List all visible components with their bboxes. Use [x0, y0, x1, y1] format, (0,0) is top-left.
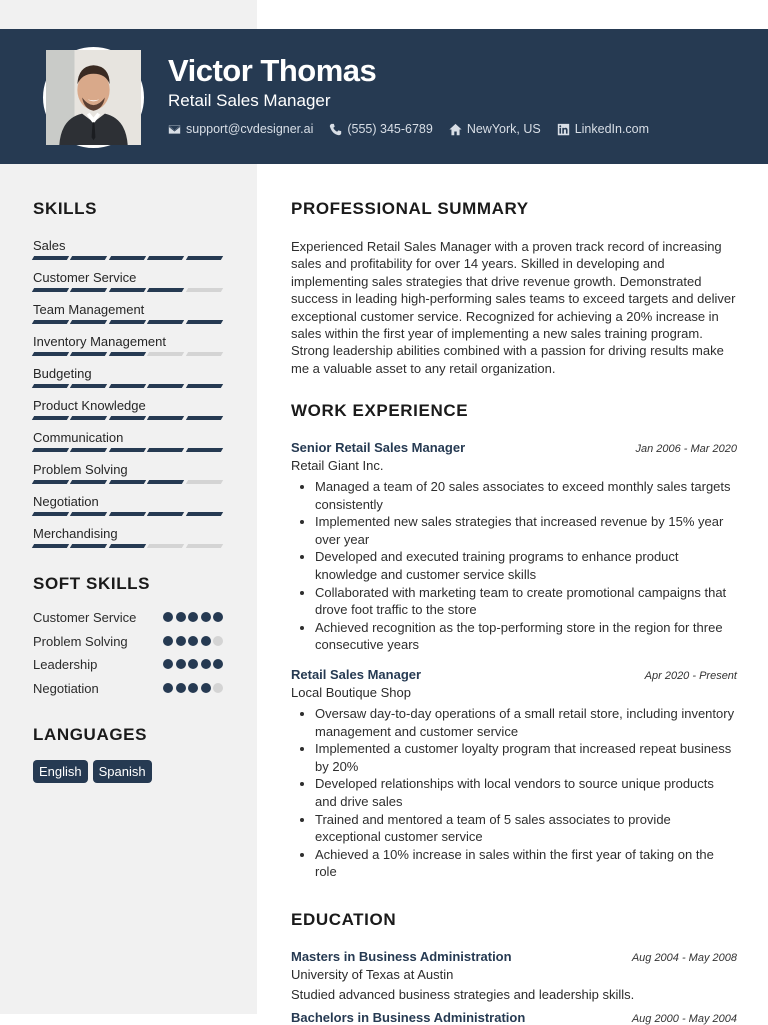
skill-label: Negotiation	[33, 494, 99, 509]
skill-level-segment	[32, 480, 70, 484]
skill-level-segment	[109, 480, 147, 484]
skill-level-segment	[32, 512, 70, 516]
languages-list	[33, 760, 223, 783]
profile-photo-icon	[46, 50, 141, 145]
summary-heading: PROFESSIONAL SUMMARY	[291, 199, 529, 218]
skill-level-segment	[147, 288, 185, 292]
rating-dot	[163, 612, 173, 622]
rating-dot	[213, 659, 223, 669]
skill-level-segment	[70, 544, 108, 548]
skill-item	[33, 526, 223, 558]
skill-item	[33, 462, 223, 494]
degree-title: Masters in Business Administration	[291, 949, 512, 965]
soft-skill-item	[33, 657, 223, 674]
rating-dot	[176, 683, 186, 693]
soft-skill-item	[33, 681, 223, 698]
rating-dot	[213, 612, 223, 622]
soft-skill-rating	[163, 659, 223, 669]
job-bullet: • Developed and executed training programs to enhance product knowledge and customer service skills	[315, 548, 737, 583]
skill-level-segment	[109, 320, 147, 324]
job-bullets	[291, 478, 737, 653]
skill-item	[33, 430, 223, 462]
skill-level-segment	[185, 416, 223, 420]
contact-phone-text: (555) 345-6789	[347, 122, 433, 136]
home-icon	[449, 123, 462, 136]
rating-dot	[188, 659, 198, 669]
job-bullet: • Oversaw day-to-day operations of a small retail store, including inventory management and customer service	[315, 705, 737, 740]
job-bullet: • Implemented new sales strategies that increased revenue by 15% year over year	[315, 513, 737, 548]
skill-level-bar	[33, 480, 223, 484]
skill-level-segment	[109, 256, 147, 260]
soft-skill-label: Leadership	[33, 657, 98, 672]
skill-label: Customer Service	[33, 270, 137, 285]
skill-level-segment	[109, 448, 147, 452]
skill-level-segment	[185, 320, 223, 324]
soft-skills-list	[33, 610, 223, 697]
skill-level-segment	[147, 384, 185, 388]
skill-level-segment	[185, 480, 223, 484]
skill-level-segment	[32, 544, 70, 548]
rating-dot	[188, 612, 198, 622]
skill-level-segment	[185, 288, 223, 292]
profile-photo	[43, 47, 144, 148]
job-entry	[291, 667, 737, 880]
skill-level-bar	[33, 288, 223, 292]
skill-level-bar	[33, 544, 223, 548]
envelope-icon	[168, 123, 181, 136]
skill-level-segment	[70, 512, 108, 516]
rating-dot	[176, 636, 186, 646]
skill-level-segment	[147, 512, 185, 516]
skill-level-segment	[147, 480, 185, 484]
rating-dot	[201, 636, 211, 646]
skill-item	[33, 398, 223, 430]
contact-linkedin[interactable]	[557, 122, 649, 136]
skill-level-segment	[147, 544, 185, 548]
company-name: Retail Giant Inc.	[291, 458, 384, 474]
rating-dot	[201, 659, 211, 669]
job-bullet: • Trained and mentored a team of 5 sales associates to provide exceptional customer service	[315, 811, 737, 846]
skill-label: Budgeting	[33, 366, 92, 381]
candidate-name: Victor Thomas	[168, 53, 377, 88]
languages-heading: LANGUAGES	[33, 725, 148, 744]
contact-location-text: NewYork, US	[466, 122, 541, 136]
rating-dot	[201, 612, 211, 622]
rating-dot	[213, 683, 223, 693]
linkedin-icon	[557, 123, 570, 136]
skill-level-segment	[70, 320, 108, 324]
skill-level-bar	[33, 448, 223, 452]
skill-level-segment	[32, 352, 70, 356]
skill-level-segment	[185, 512, 223, 516]
skill-level-segment	[109, 288, 147, 292]
education-item	[291, 949, 737, 1002]
skill-level-segment	[109, 352, 147, 356]
skill-label: Sales	[33, 238, 66, 253]
soft-skill-rating	[163, 683, 223, 693]
skill-level-segment	[109, 512, 147, 516]
sidebar	[33, 199, 223, 783]
skill-level-segment	[32, 288, 70, 292]
soft-skill-rating	[163, 612, 223, 622]
degree-title: Bachelors in Business Administration	[291, 1010, 526, 1025]
job-header	[291, 440, 737, 455]
contact-email-text: support@cvdesigner.ai	[186, 122, 314, 136]
contact-email[interactable]	[168, 122, 313, 136]
phone-icon	[329, 123, 342, 136]
skill-level-segment	[109, 544, 147, 548]
skill-level-segment	[147, 256, 185, 260]
resume-header	[0, 29, 768, 164]
rating-dot	[188, 636, 198, 646]
job-title: Retail Sales Manager	[291, 667, 422, 683]
rating-dot	[201, 683, 211, 693]
rating-dot	[163, 636, 173, 646]
skill-label: Problem Solving	[33, 462, 128, 477]
skills-heading: SKILLS	[33, 199, 98, 218]
skill-label: Merchandising	[33, 526, 118, 541]
skill-level-segment	[32, 448, 70, 452]
skill-level-segment	[70, 384, 108, 388]
job-bullet: • Achieved recognition as the top-performing store in the region for three consecutive years	[315, 619, 737, 654]
skill-item	[33, 302, 223, 334]
job-header	[291, 667, 737, 682]
job-bullet: • Collaborated with marketing team to create promotional campaigns that drove foot traffic to the store	[315, 584, 737, 619]
soft-skill-item	[33, 610, 223, 627]
soft-skill-label: Problem Solving	[33, 633, 128, 649]
skill-level-segment	[70, 416, 108, 420]
job-title: Senior Retail Sales Manager	[291, 440, 466, 456]
skill-level-segment	[70, 480, 108, 484]
skill-label: Team Management	[33, 302, 145, 317]
language-badge: Spanish	[93, 760, 152, 783]
skill-level-segment	[32, 256, 70, 260]
main-content	[291, 199, 737, 1025]
skill-level-segment	[32, 320, 70, 324]
skill-item	[33, 238, 223, 270]
skill-level-bar	[33, 416, 223, 420]
degree-dates: Aug 2004 - May 2008	[631, 952, 737, 965]
skill-level-segment	[147, 416, 185, 420]
skill-level-segment	[70, 288, 108, 292]
soft-skill-label: Customer Service	[33, 610, 137, 625]
skill-level-segment	[70, 448, 108, 452]
job-bullet: • Developed relationships with local vendors to source unique products and drive sales	[315, 775, 737, 810]
job-dates: Jan 2006 - Mar 2020	[635, 443, 737, 456]
rating-dot	[176, 612, 186, 622]
contact-phone[interactable]	[329, 122, 432, 136]
skill-level-segment	[185, 544, 223, 548]
skill-level-segment	[185, 352, 223, 356]
skill-item	[33, 270, 223, 302]
skill-level-segment	[185, 384, 223, 388]
rating-dot	[176, 659, 186, 669]
contact-location	[449, 122, 541, 136]
skill-level-segment	[185, 448, 223, 452]
skill-level-bar	[33, 256, 223, 260]
skill-item	[33, 494, 223, 526]
skill-item	[33, 334, 223, 366]
rating-dot	[188, 683, 198, 693]
skill-item	[33, 366, 223, 398]
education-item	[291, 1010, 737, 1025]
language-badge: English	[33, 760, 88, 783]
summary-text: Experienced Retail Sales Manager with a proven track record of increasing sales and profitability for over 14 years. Skilled in developing and implementing sales strategies that drive revenue growth. Demonstrated success in leading high-performing sales teams to exceed targets and deliver exceptional customer service. Recognized for achieving a 20% increase in sales within the first year of implementing a new sales training program. Strong leadership abilities combined with a passion for driving results make me a valuable asset to any retail organization.	[291, 239, 736, 376]
skill-level-segment	[32, 384, 70, 388]
job-dates: Apr 2020 - Present	[644, 670, 737, 683]
education-description: Studied advanced business strategies and leadership skills.	[291, 987, 635, 1003]
job-bullets	[291, 705, 737, 880]
rating-dot	[163, 659, 173, 669]
contact-linkedin-text: LinkedIn.com	[574, 122, 650, 136]
experience-list	[291, 440, 737, 880]
school-name: University of Texas at Austin	[291, 967, 454, 983]
job-bullet: • Managed a team of 20 sales associates to exceed monthly sales targets consistently	[315, 478, 737, 513]
skill-level-bar	[33, 512, 223, 516]
job-bullet: • Achieved a 10% increase in sales within the first year of taking on the role	[315, 846, 737, 881]
soft-skill-label: Negotiation	[33, 680, 99, 696]
soft-skill-item	[33, 634, 223, 651]
skill-level-segment	[109, 384, 147, 388]
job-entry	[291, 440, 737, 653]
skill-level-segment	[70, 352, 108, 356]
education-heading: EDUCATION	[291, 910, 397, 930]
degree-dates: Aug 2000 - May 2004	[631, 1013, 737, 1025]
contact-list	[168, 122, 649, 136]
skill-level-segment	[185, 256, 223, 260]
skill-level-segment	[147, 320, 185, 324]
skill-level-bar	[33, 352, 223, 356]
soft-skill-rating	[163, 636, 223, 646]
company-name: Local Boutique Shop	[291, 685, 411, 701]
candidate-role: Retail Sales Manager	[168, 91, 331, 110]
skill-level-bar	[33, 384, 223, 388]
skill-label: Communication	[33, 430, 124, 445]
skill-level-segment	[32, 416, 70, 420]
job-bullet: • Implemented a customer loyalty program that increased repeat business by 20%	[315, 740, 737, 775]
rating-dot	[213, 636, 223, 646]
skills-list	[33, 238, 223, 558]
skill-label: Product Knowledge	[33, 398, 146, 413]
skill-level-segment	[109, 416, 147, 420]
rating-dot	[163, 683, 173, 693]
skill-level-segment	[70, 256, 108, 260]
skill-level-bar	[33, 320, 223, 324]
experience-heading: WORK EXPERIENCE	[291, 401, 469, 421]
skill-label: Inventory Management	[33, 334, 166, 349]
skill-level-segment	[147, 448, 185, 452]
soft-skills-heading: SOFT SKILLS	[33, 574, 151, 593]
skill-level-segment	[147, 352, 185, 356]
